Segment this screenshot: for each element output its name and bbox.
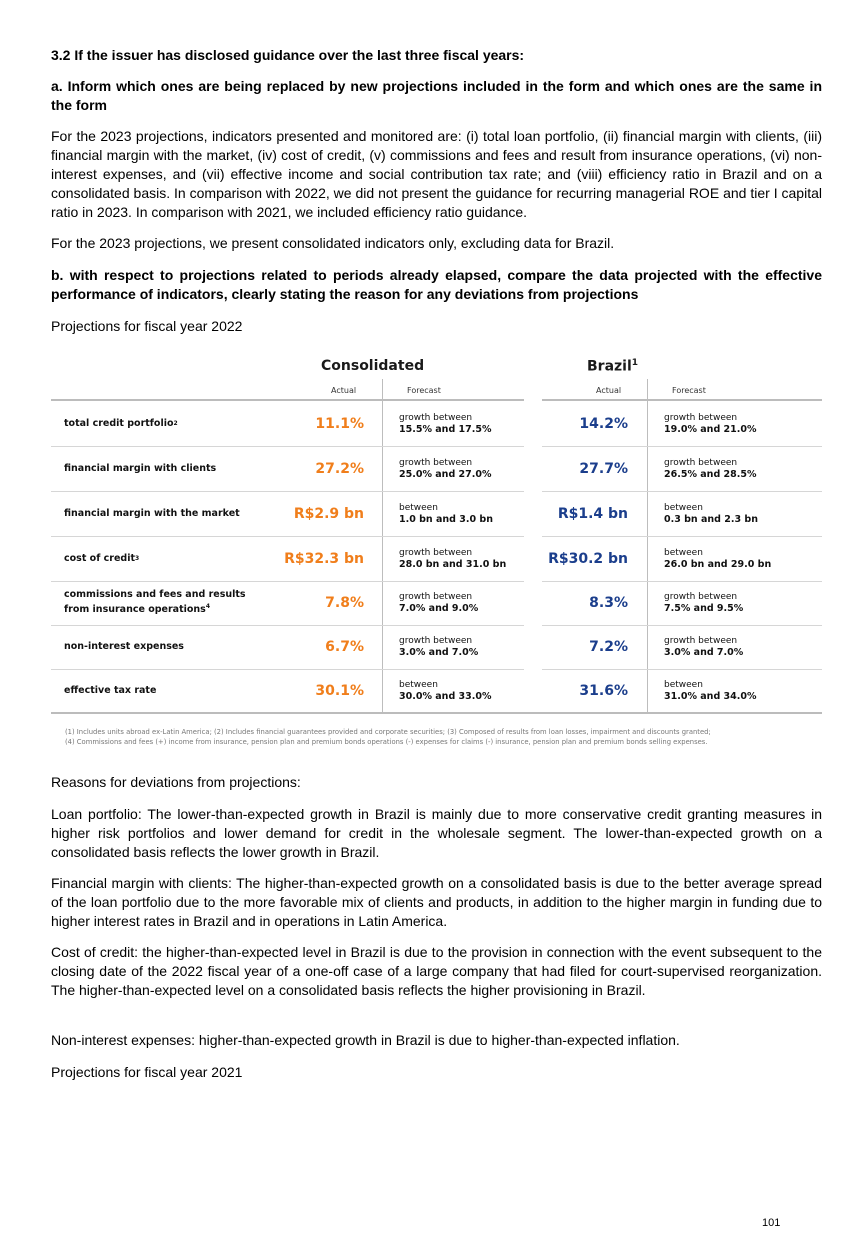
brazil-forecast: between 26.0 bn and 29.0 bn (664, 548, 772, 570)
brazil-actual-value: R$1.4 bn (557, 506, 628, 522)
row-label: commissions and fees and results from insurance operations$^4$ (64, 589, 246, 616)
consolidated-actual-value: 6.7% (325, 639, 364, 655)
table-row (51, 625, 822, 669)
item-b-heading: b. with respect to projections related to periods already elapsed, compare the data projected with the effective performance of indicators, clearly stating the reason for any deviations from projections (51, 267, 822, 302)
projections-2021-label: Projections for fiscal year 2021 (51, 1064, 243, 1080)
table-row (51, 537, 822, 581)
reasons-label: Reasons for deviations from projections: (51, 774, 301, 790)
row-label: financial margin with clients (64, 463, 217, 474)
guidance-table (51, 352, 822, 752)
row-label: cost of credit 3 (64, 553, 140, 564)
brazil-header-rule (542, 399, 822, 401)
projections-2022-label: Projections for fiscal year 2022 (51, 318, 243, 334)
consolidated-actual-value: R$2.9 bn (293, 506, 364, 522)
table-row (51, 492, 822, 536)
reason-cost-of-credit: Cost of credit: the higher-than-expected level in Brazil is due to the provision in connection with the event subsequent to the closing date of the 2022 fiscal year of a one-off case of a large company that had filed for court-supervised reorganization. The higher-than-expected level on a consolidated basis reflects the higher provisioning in Brazil. (51, 944, 822, 998)
brazil-actual-value: 8.3% (589, 595, 628, 611)
brazil-actual-value: 7.2% (589, 639, 628, 655)
table-row (51, 581, 822, 625)
consolidated-forecast: growth between 25.0% and 27.0% (399, 458, 492, 480)
item-a-paragraph-1: For the 2023 projections, indicators presented and monitored are: (i) total loan portfolio, (ii) financial margin with clients, (iii) financial margin with the market, (iv) cost of credit, (v) commissions and fees and result from insurance operations, (vi) non-interest expenses, and (vii) effective income and social contribution tax rate; and (viii) efficiency ratio in Brazil and on a consolidated basis. In comparison with 2022, we did not present the guidance for recurring managerial ROE and tier I capital ratio in 2023. In comparison with 2021, we included efficiency ratio guidance. (51, 128, 822, 220)
brazil-actual-value: 14.2% (579, 416, 628, 432)
item-a-heading: a. Inform which ones are being replaced by new projections included in the form and which ones are the same in the form (51, 78, 822, 113)
section-heading: 3.2 If the issuer has disclosed guidance over the last three fiscal years: (51, 47, 525, 63)
consolidated-actual-value: 27.2% (315, 461, 364, 477)
brazil-forecast-header: Forecast (672, 386, 706, 395)
consolidated-header-rule (51, 399, 524, 401)
page-number: 101 (762, 1217, 781, 1229)
consolidated-forecast: growth between 15.5% and 17.5% (399, 413, 492, 435)
table-row (51, 402, 822, 446)
brazil-forecast: growth between 19.0% and 21.0% (664, 413, 757, 435)
brazil-actual-value: 31.6% (579, 683, 628, 699)
brazil-actual-value: 27.7% (579, 461, 628, 477)
consolidated-forecast: growth between 7.0% and 9.0% (399, 592, 479, 614)
brazil-actual-value: R$30.2 bn (548, 551, 628, 567)
consolidated-forecast: growth between 28.0 bn and 31.0 bn (399, 548, 507, 570)
brazil-title: Brazil$^1$ (587, 358, 639, 375)
consolidated-title: Consolidated (321, 358, 425, 374)
row-label: financial margin with the market (64, 508, 240, 519)
table-bottom-rule (51, 712, 822, 714)
consolidated-actual-value: 11.1% (315, 416, 364, 432)
brazil-actual-header: Actual (596, 386, 622, 395)
brazil-forecast: growth between 3.0% and 7.0% (664, 636, 744, 658)
table-row (51, 669, 822, 713)
reason-loan-portfolio: Loan portfolio: The lower-than-expected growth in Brazil is mainly due to more conservative credit granting measures in higher risk portfolios and lower demand for credit in the wholesale segment. The lower-than-expected growth on a consolidated basis reflects the lower growth in Brazil. (51, 806, 822, 860)
consolidated-actual-value: 30.1% (315, 683, 364, 699)
brazil-forecast: growth between 7.5% and 9.5% (664, 592, 744, 614)
row-label: total credit portfolio 2 (64, 418, 178, 429)
consolidated-forecast: growth between 3.0% and 7.0% (399, 636, 479, 658)
brazil-forecast: between 0.3 bn and 2.3 bn (664, 503, 758, 525)
table-row (51, 447, 822, 491)
row-label: effective tax rate (64, 685, 157, 696)
row-label: non-interest expenses (64, 641, 184, 652)
reason-non-interest-expenses: Non-interest expenses: higher-than-expected growth in Brazil is due to higher-than-expected inflation. (51, 1032, 680, 1048)
reason-financial-margin: Financial margin with clients: The higher-than-expected growth on a consolidated basis is due to the better average spread of the loan portfolio due to the more favorable mix of clients and products, in addition to the higher margin in funding due to higher interest rates in Brazil and in operations in Latin America. (51, 875, 822, 929)
consolidated-forecast-header: Forecast (407, 386, 441, 395)
consolidated-actual-value: R$32.3 bn (284, 551, 364, 567)
brazil-forecast: between 31.0% and 34.0% (664, 680, 757, 702)
consolidated-actual-value: 7.8% (325, 595, 364, 611)
table-footnote-2: (4) Commissions and fees (+) income from insurance, pension plan and premium bonds operations (-) expenses for claims (-) insurance, pension plan and premium bonds selling expenses. (65, 738, 708, 746)
item-a-paragraph-2: For the 2023 projections, we present consolidated indicators only, excluding data for Brazil. (51, 235, 615, 251)
table-footnote-1: (1) Includes units abroad ex-Latin America; (2) Includes financial guarantees provided and corporate securities; (3) Composed of results from loan losses, impairment and discounts granted; (65, 728, 711, 736)
brazil-forecast: growth between 26.5% and 28.5% (664, 458, 757, 480)
consolidated-actual-header: Actual (331, 386, 357, 395)
consolidated-forecast: between 30.0% and 33.0% (399, 680, 492, 702)
consolidated-forecast: between 1.0 bn and 3.0 bn (399, 503, 493, 525)
